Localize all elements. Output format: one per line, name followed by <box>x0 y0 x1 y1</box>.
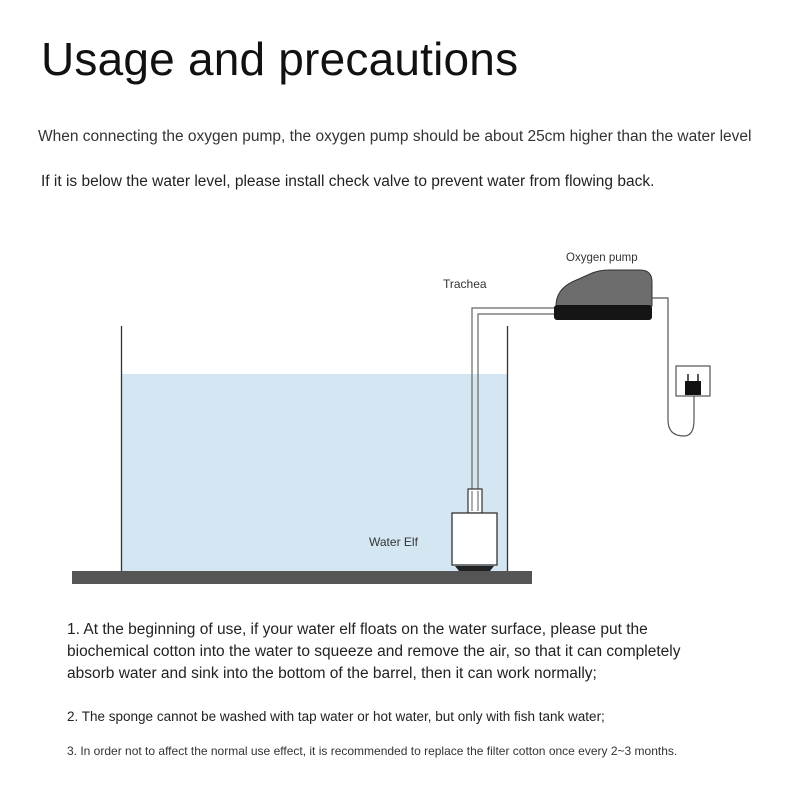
instruction-step-1: 1. At the beginning of use, if your water elf floats on the water surface, please put the biochemical cotton into the water to squeeze and remove the air, so that it can completely absorb water and sink into the bottom of the barrel, then it can work normally; <box>67 621 681 682</box>
instruction-step-3: 3. In order not to affect the normal use effect, it is recommended to replace the filter cotton once every 2~3 months. <box>67 744 678 758</box>
water-elf-base <box>455 566 494 571</box>
intro-line-height-requirement: When connecting the oxygen pump, the oxygen pump should be about 25cm higher than the water level <box>38 128 752 145</box>
tank-base-shelf <box>72 571 532 584</box>
oxygen-pump-base <box>554 305 652 320</box>
instruction-step-2: 2. The sponge cannot be washed with tap water or hot water, but only with fish tank water; <box>67 709 605 724</box>
tank-water <box>122 374 508 572</box>
label-oxygen-pump: Oxygen pump <box>566 252 638 264</box>
label-trachea: Trachea <box>443 277 487 291</box>
oxygen-pump-body <box>556 270 652 306</box>
water-elf-connector <box>468 489 482 513</box>
intro-line-check-valve: If it is below the water level, please install check valve to prevent water from flowing back. <box>41 173 655 190</box>
water-elf-body <box>452 513 497 565</box>
page-title: Usage and precautions <box>41 33 519 85</box>
label-water-elf: Water Elf <box>369 535 418 549</box>
